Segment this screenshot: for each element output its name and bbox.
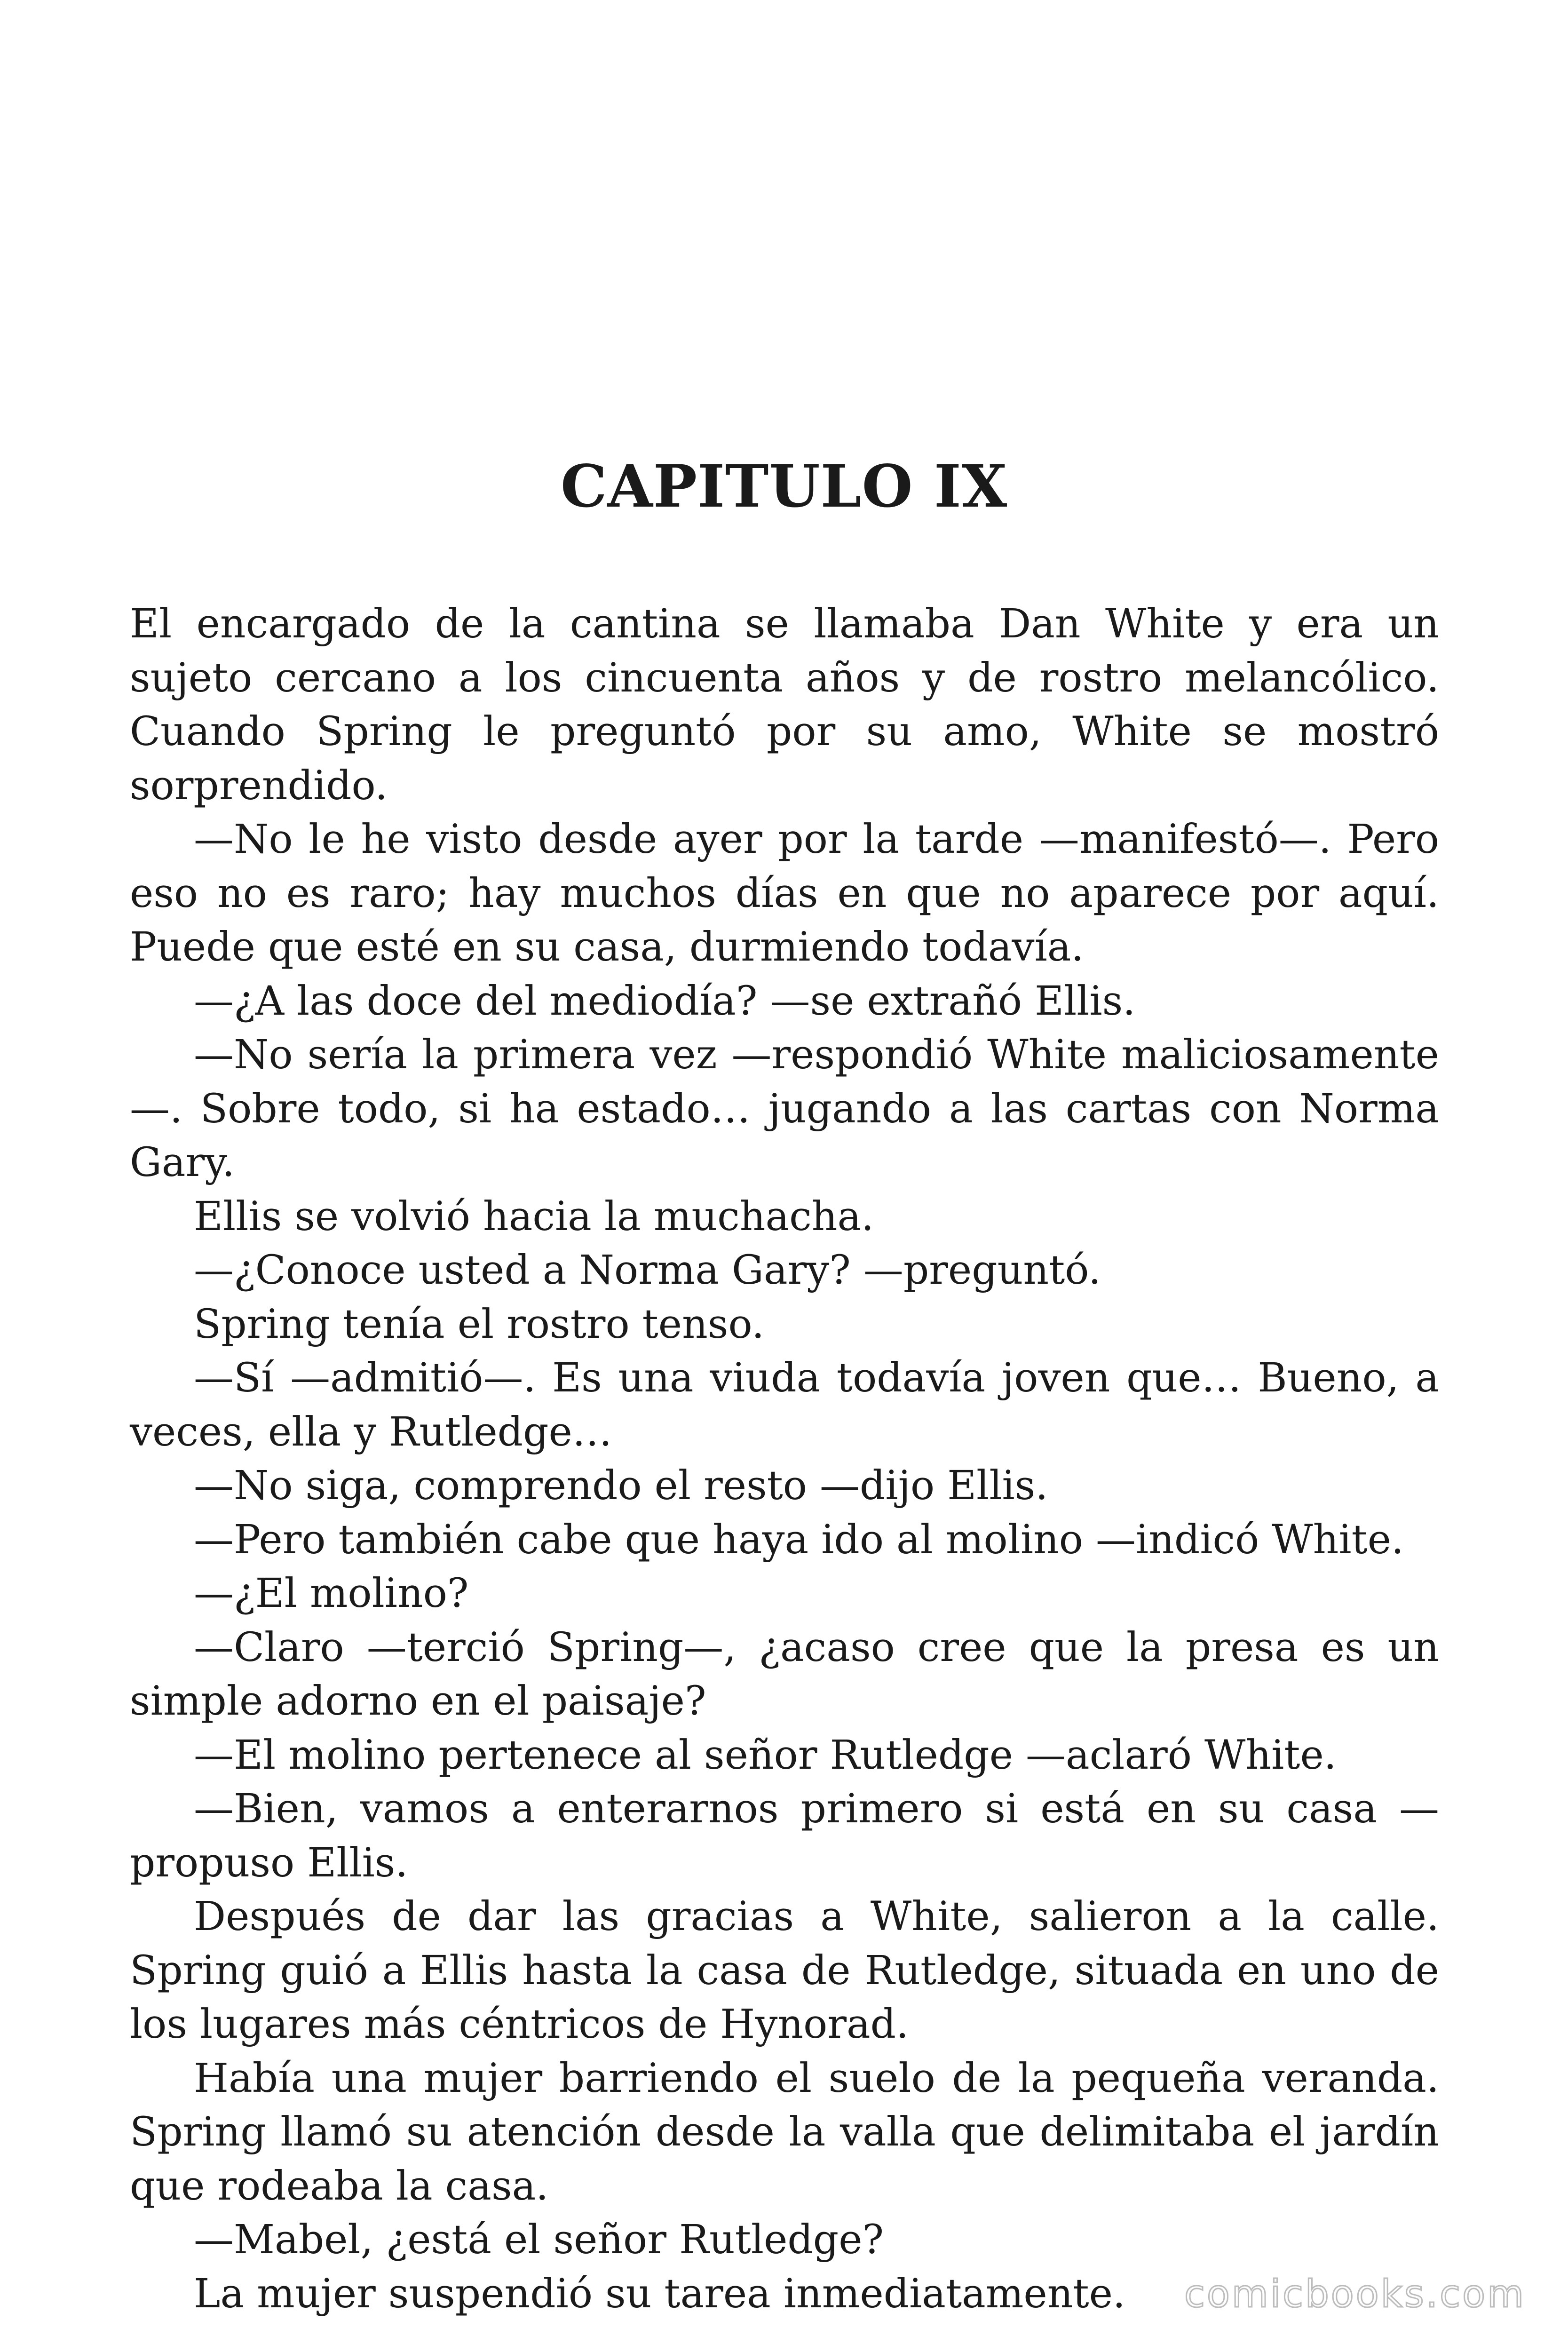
paragraph: El encargado de la cantina se llamaba Dan White y era un sujeto cercano a los cincuenta años y de rostro melancólico. Cuando Spring le preguntó por su amo, White se mostró sorprendido. — [130, 601, 1439, 809]
paragraph: —El molino pertenece al señor Rutledge —aclaró White. — [194, 1732, 1337, 1779]
paragraph: —No siga, comprendo el resto —dijo Ellis. — [194, 1462, 1048, 1509]
paragraph: Ellis se volvió hacia la muchacha. — [194, 1193, 874, 1240]
paragraph: —¿A las doce del mediodía? —se extrañó Ellis. — [194, 977, 1136, 1025]
paragraph: —Claro —terció Spring—, ¿acaso cree que la presa es un simple adorno en el paisaje? — [130, 1624, 1439, 1724]
paragraph: Había una mujer barriendo el suelo de la pequeña veranda. Spring llamó su atención desde la valla que delimitaba el jardín que rodeaba la casa. — [130, 2055, 1439, 2209]
paragraph: Después de dar las gracias a White, salieron a la calle. Spring guió a Ellis hasta la casa de Rutledge, situada en uno de los lugares más céntricos de Hynorad. — [130, 1893, 1439, 2048]
paragraph: —Pero también cabe que haya ido al molino —indicó White. — [194, 1516, 1404, 1563]
paragraph: Spring tenía el rostro tenso. — [194, 1301, 765, 1348]
paragraph: —No sería la primera vez —respondió White maliciosamente—. Sobre todo, si ha estado… jugando a las cartas con Norma Gary. — [130, 1032, 1439, 1186]
paragraph: —¿El molino? — [194, 1570, 469, 1617]
paragraph: —No le he visto desde ayer por la tarde —manifestó—. Pero eso no es raro; hay muchos días en que no aparece por aquí. Puede que esté en su casa, durmiendo todavía. — [130, 816, 1439, 970]
chapter-title: CAPITULO IX — [560, 453, 1008, 521]
watermark: comicbooks.com — [1184, 2272, 1526, 2316]
paragraph: —¿Conoce usted a Norma Gary? —preguntó. — [194, 1247, 1101, 1294]
paragraph: La mujer suspendió su tarea inmediatamente. — [194, 2270, 1125, 2317]
paragraph: —Sí —admitió—. Es una viuda todavía joven que… Bueno, a veces, ella y Rutledge… — [130, 1355, 1439, 1455]
paragraph: —Bien, vamos a enterarnos primero si está en su casa —propuso Ellis. — [130, 1786, 1439, 1886]
chapter-body — [130, 597, 1439, 2321]
paragraph: —Mabel, ¿está el señor Rutledge? — [194, 2217, 884, 2263]
